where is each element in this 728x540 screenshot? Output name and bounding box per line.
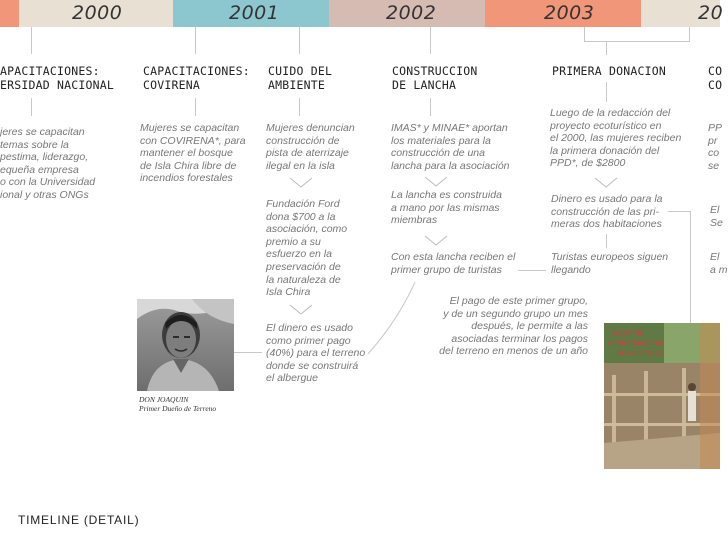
prev-year-sliver (0, 0, 19, 27)
year-2000-label: 2000 (72, 2, 123, 24)
column-text: El pago de este primer grupo, y de un segundo grupo un mes después, le permite a las asociadas terminar los pagos del terreno en menos de un año (439, 295, 588, 358)
column-text: PP pr co se (708, 122, 723, 172)
chevron-down-icon (424, 235, 448, 247)
column-text: El dinero es usado como primer pago (40%) para el terreno donde se construirá el albergue (266, 322, 366, 385)
connector-line (690, 211, 691, 323)
column-text: Fundación Ford dona $700 a la asociación, como premio a su esfuerzo en la preservación de la naturaleza de Isla Chira (266, 198, 348, 299)
column-text: Mujeres se capacitan con COVIRENA*, para mantener el bosque de Isla Chira libre de incendios forestales (140, 122, 246, 185)
column-text: IMAS* y MINAE* aportan los materiales para la construcción de una lancha para la asociación (391, 122, 510, 172)
photo-overlay-line: se construye (618, 349, 663, 357)
don-joaquin-photo (137, 299, 234, 391)
year-2003-label: 2003 (544, 2, 595, 24)
column-text: La lancha es construida a mano por las mismas miembras (391, 189, 502, 227)
photo-caption-role: Primer Dueño de Terreno (139, 404, 217, 413)
connector-line (518, 270, 546, 271)
connector-line (584, 27, 585, 41)
column-title: CONSTRUCCION DE LANCHA (392, 64, 478, 92)
connector-line (606, 234, 607, 248)
column-title: CAPACITACIONES: COVIRENA (143, 64, 250, 92)
connector-line (430, 98, 431, 116)
year-2001-label: 2001 (229, 2, 280, 24)
photo-overlay-line: Fiesta de (612, 329, 644, 337)
connector-line (299, 98, 300, 116)
year-bar (0, 0, 724, 27)
column-text: Luego de la redacción del proyecto ecoturístico en el 2000, las mujeres reciben la primera donación del PPD*, de $2800 (550, 107, 682, 170)
photo-caption-name: DON JOAQUIN (139, 395, 189, 404)
year-2002-label: 2002 (386, 2, 437, 24)
column-text: jeres se capacitan temas sobre la pestima, liderazgo, equeña empresa o con la Universidad ional y otras ONGs (0, 126, 96, 201)
column-title: CUIDO DEL AMBIENTE (268, 64, 333, 92)
column-title: CO CO (708, 64, 723, 92)
column-text: Con esta lancha reciben el primer grupo de turistas (391, 251, 516, 276)
column-text: El a m (710, 251, 728, 276)
chevron-down-icon (289, 304, 313, 316)
column-title: APACITACIONES: ERSIDAD NACIONAL (0, 64, 114, 92)
chevron-down-icon (594, 177, 618, 189)
connector-line (584, 41, 690, 42)
connector-line (195, 27, 196, 54)
photo-overlay-line: emprendedoras (608, 339, 664, 347)
connector-line (31, 27, 32, 54)
timeline-caption: TIMELINE (DETAIL) (18, 513, 140, 527)
column-title: PRIMERA DONACION (552, 64, 666, 78)
column-text: Dinero es usado para la construcción de las pri- meras dos habitaciones (551, 193, 663, 231)
connector-line (689, 27, 690, 41)
connector-line (195, 98, 196, 116)
chevron-down-icon (424, 176, 448, 188)
column-text: Turistas europeos siguen llegando (551, 251, 669, 276)
year-2004-label: 20 (698, 2, 724, 24)
connector-line (668, 211, 690, 212)
construction-photo (604, 323, 720, 469)
connector-line (430, 27, 431, 54)
connector-line (232, 352, 262, 353)
connector-line (606, 82, 607, 102)
column-text: Mujeres denuncian construcción de pista de aterrizaje ilegal en la isla (266, 122, 355, 172)
chevron-down-icon (289, 177, 313, 189)
connector-line (31, 98, 32, 116)
column-text: El Se (710, 204, 723, 229)
connector-line (606, 41, 607, 55)
connector-line (299, 27, 300, 54)
